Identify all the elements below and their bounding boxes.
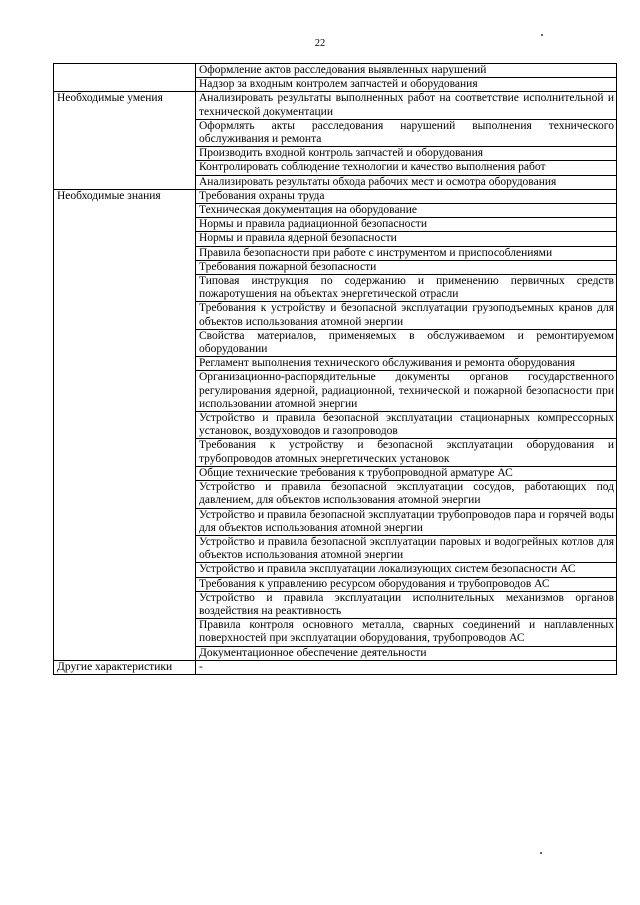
table-cell: Устройство и правила безопасной эксплуатации трубопроводов пара и горячей воды для объектов использования атомной энергии: [196, 509, 616, 536]
table-cell: Надзор за входным контролем запчастей и оборудования: [199, 78, 478, 91]
section-items: [196, 661, 617, 674]
table-cell: Документационное обеспечение деятельности: [199, 646, 427, 659]
table-cell: Типовая инструкция по содержанию и применению первичных средств пожаротушения на объектах энергетической отрасли: [196, 275, 616, 302]
table-cell: Требования пожарной безопасности: [196, 261, 616, 275]
table-cell: Устройство и правила безопасной эксплуатации сосудов, работающих под давлением, для объектов использования атомной энергии: [196, 481, 616, 508]
table-cell: Устройство и правила эксплуатации локализующих систем безопасности АС: [196, 563, 616, 577]
section-label: [54, 64, 196, 91]
table-cell: Анализировать результаты выполненных работ на соответствие исполнительной и технической документации: [196, 92, 616, 119]
scan-speck: [541, 34, 543, 36]
table-cell: Требования охраны труда: [196, 190, 616, 204]
table-section: [54, 190, 617, 661]
table-cell: Нормы и правила ядерной безопасности: [196, 232, 616, 246]
table-cell: Производить входной контроль запчастей и оборудования: [196, 147, 616, 161]
table-cell: Правила безопасности при работе с инструментом и приспособлениями: [196, 247, 616, 261]
section-label: Необходимые умения: [54, 92, 196, 188]
table-section: [54, 661, 617, 675]
section-items: [196, 92, 617, 188]
section-label: Необходимые знания: [54, 190, 196, 660]
table-cell: Требования к управлению ресурсом оборудования и трубопроводов АС: [196, 578, 616, 592]
table-cell: -: [199, 660, 203, 673]
table-cell: Техническая документация на оборудование: [196, 204, 616, 218]
section-items: [196, 64, 617, 91]
table-cell: Правила контроля основного металла, сварных соединений и наплавленных поверхностей при эксплуатации оборудования, трубопроводов АС: [196, 619, 616, 646]
table-cell: Свойства материалов, применяемых в обслуживаемом и ремонтируемом оборудовании: [196, 330, 616, 357]
requirements-table: [53, 63, 617, 675]
page-number: 22: [314, 38, 326, 49]
table-cell: Устройство и правила безопасной эксплуатации паровых и водогрейных котлов для объектов использования атомной энергии: [196, 536, 616, 563]
table-cell: Требования к устройству и безопасной эксплуатации грузоподъемных кранов для объектов использования атомной энергии: [196, 302, 616, 329]
section-items: [196, 190, 617, 660]
table-cell: Анализировать результаты обхода рабочих мест и осмотра оборудования: [199, 175, 557, 188]
table-cell: Требования к устройству и безопасной эксплуатации оборудования и трубопроводов атомных энергетических установок: [196, 439, 616, 466]
table-cell: Организационно-распорядительные документы органов государственного регулирования ядерной, радиационной, технической и пожарной безопасности при использовании атомной энергии: [196, 371, 616, 412]
table-cell: Устройство и правила безопасной эксплуатации стационарных компрессорных установок, воздуховодов и газопроводов: [196, 412, 616, 439]
table-cell: Оформлять акты расследования нарушений выполнения технического обслуживания и ремонта: [196, 120, 616, 147]
table-section: [54, 64, 617, 92]
table-cell: Контролировать соблюдение технологии и качество выполнения работ: [196, 161, 616, 175]
table-cell: Регламент выполнения технического обслуживания и ремонта оборудования: [196, 357, 616, 371]
table-cell: Устройство и правила эксплуатации исполнительных механизмов органов воздействия на реактивность: [196, 592, 616, 619]
table-section: [54, 92, 617, 189]
section-label: Другие характеристики: [54, 661, 196, 674]
table-cell: Оформление актов расследования выявленных нарушений: [196, 64, 616, 78]
table-cell: Общие технические требования к трубопроводной арматуре АС: [196, 467, 616, 481]
scan-speck: [540, 852, 542, 854]
table-cell: Нормы и правила радиационной безопасности: [196, 218, 616, 232]
